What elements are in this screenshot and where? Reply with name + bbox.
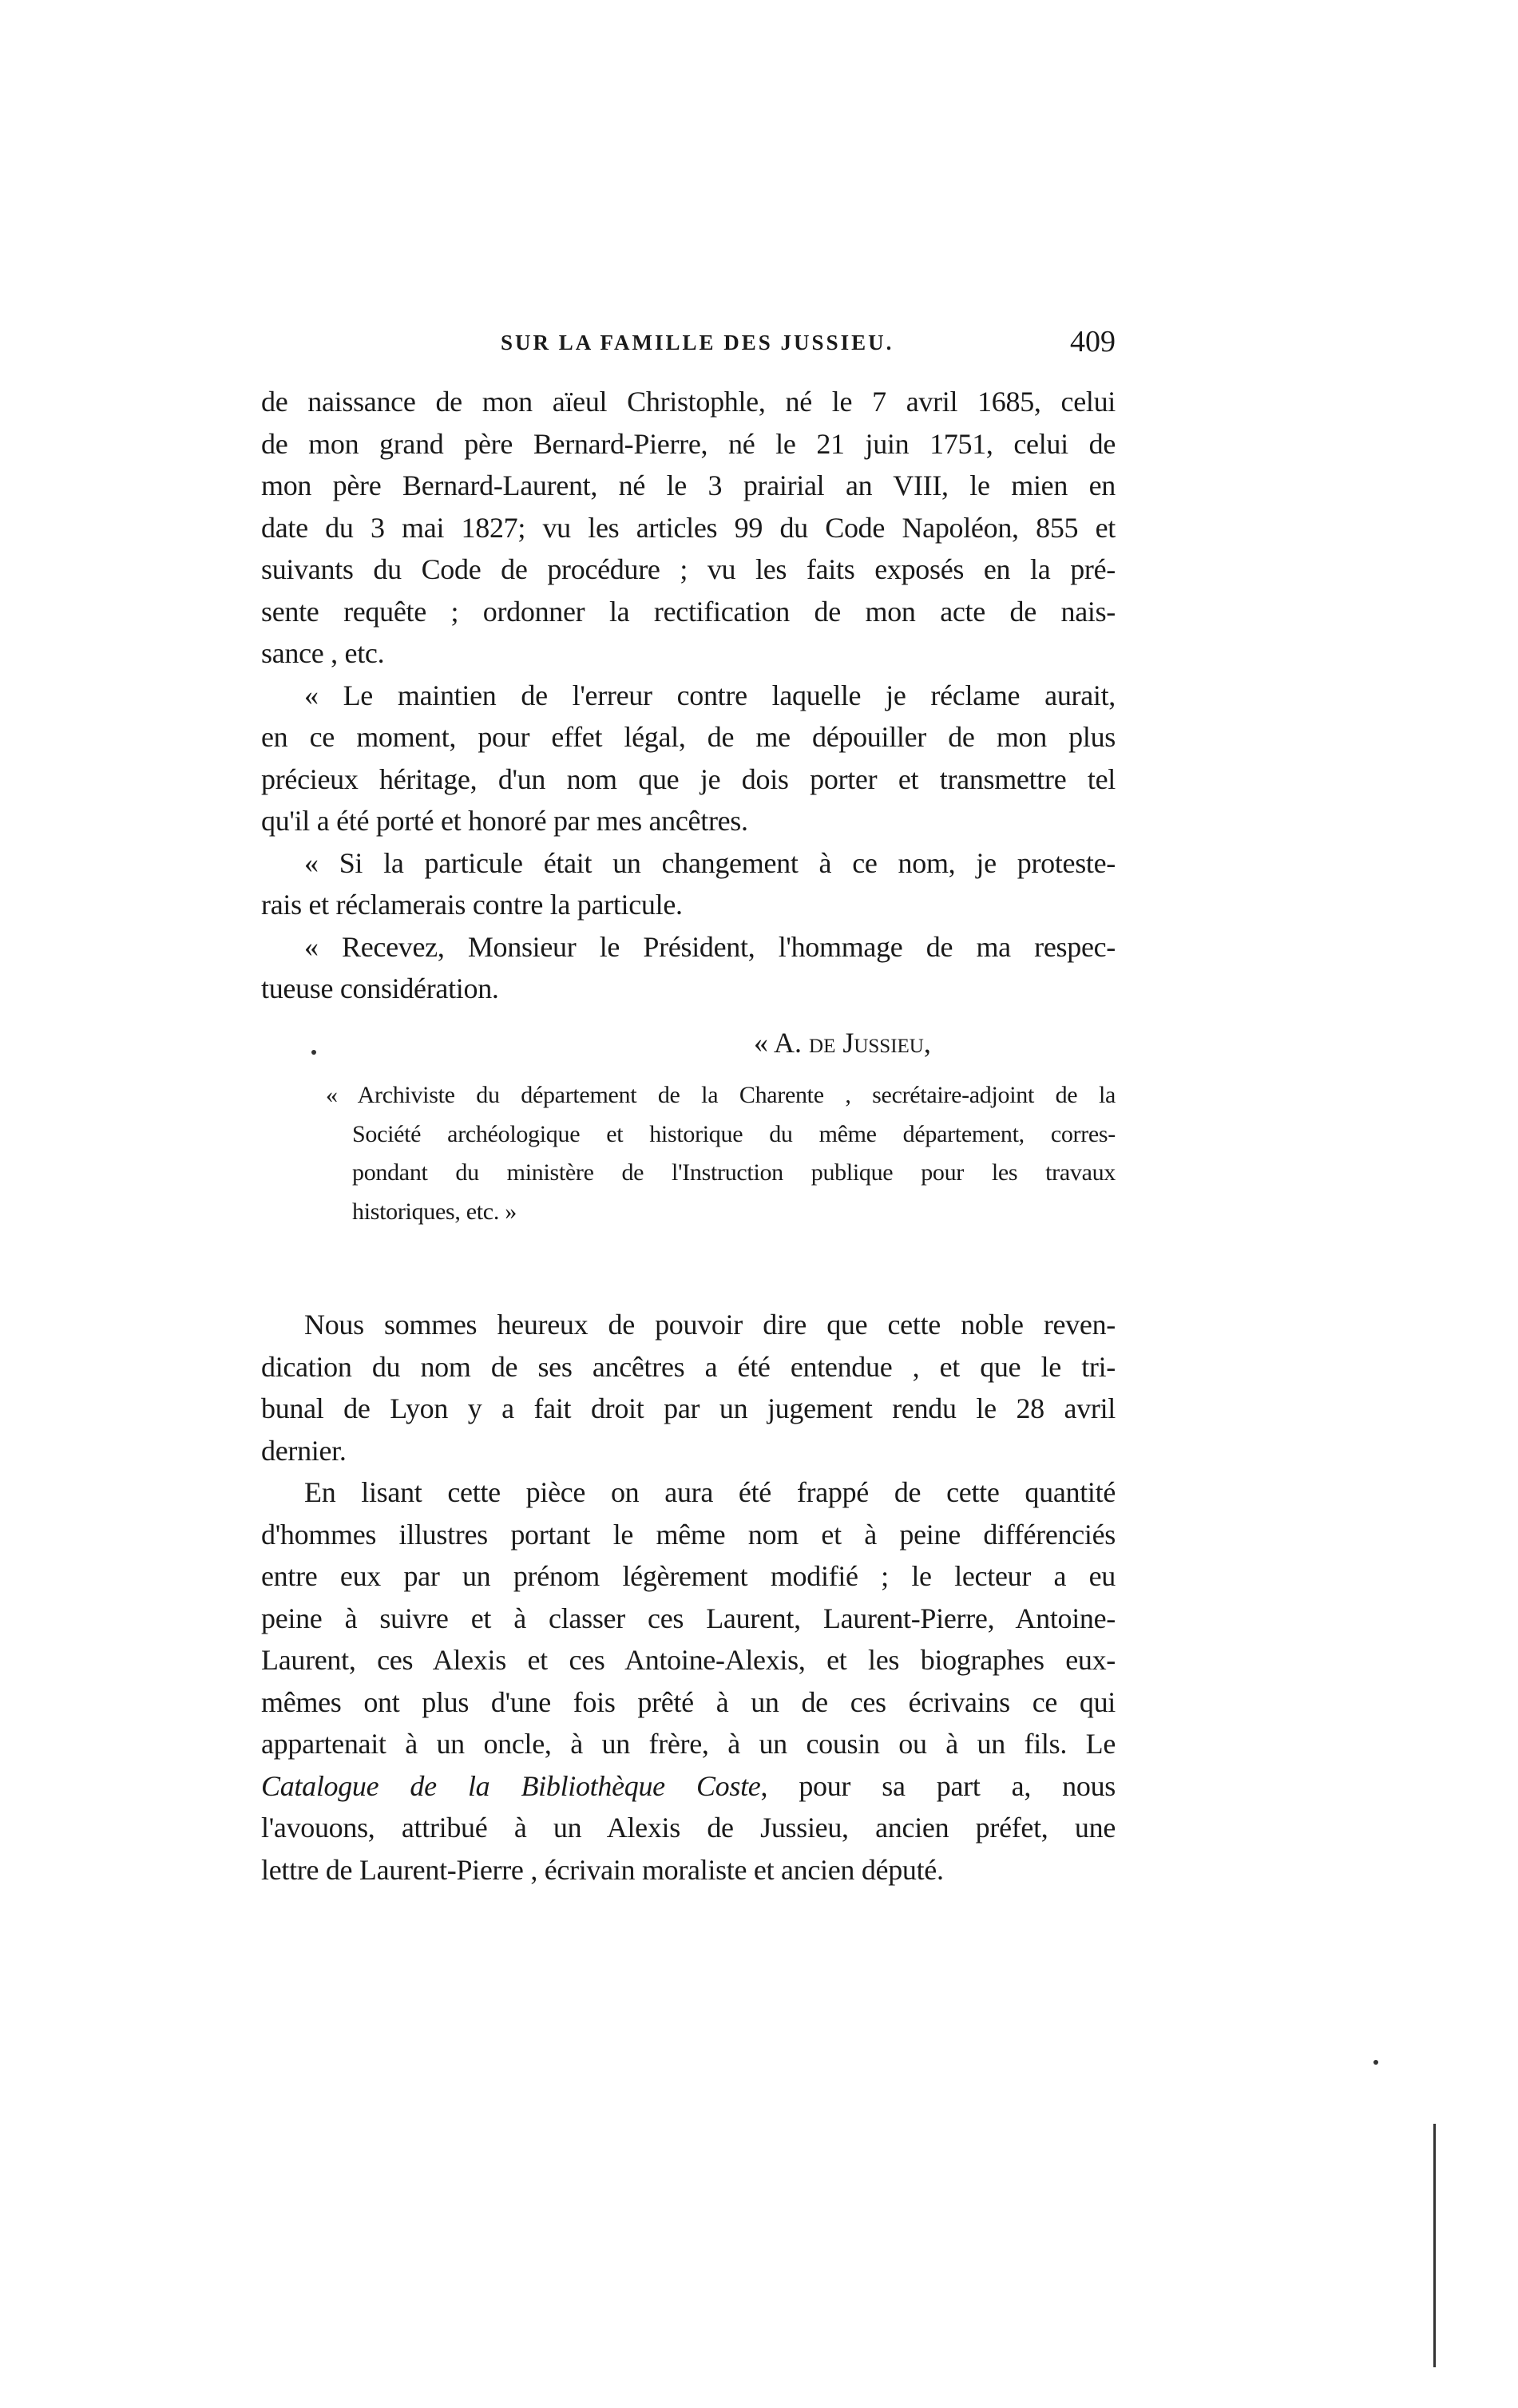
text-line: Laurent, ces Alexis et ces Antoine-Alexis, et les biographes eux- (261, 1644, 1116, 1676)
text-line: mon père Bernard-Laurent, né le 3 prairial an VIII, le mien en (261, 469, 1116, 501)
author-titles (326, 1076, 1116, 1231)
text-line: entre eux par un prénom légèrement modifié ; le lecteur a eu (261, 1560, 1116, 1592)
text-line: « Archiviste du département de la Charente , secrétaire-adjoint de la (326, 1082, 1116, 1108)
text-line: de naissance de mon aïeul Christophle, né le 7 avril 1685, celui (261, 386, 1116, 418)
italic-title: Catalogue de la Bibliothèque Coste (261, 1769, 761, 1802)
page-number: 409 (1070, 325, 1116, 358)
text-line: peine à suivre et à classer ces Laurent, Laurent-Pierre, Antoine- (261, 1602, 1116, 1634)
text-line: de mon grand père Bernard-Pierre, né le 21 juin 1751, celui de (261, 427, 1116, 460)
text-line: historiques, etc. » (352, 1198, 517, 1225)
text-line: « Le maintien de l'erreur contre laquelle je réclame aurait, (304, 679, 1116, 711)
running-head: SUR LA FAMILLE DES JUSSIEU. (501, 331, 894, 354)
signature (754, 1026, 931, 1059)
commentary-body (261, 1304, 1116, 1891)
text-fragment: , pour sa part a, nous (760, 1769, 1116, 1802)
text-line: En lisant cette pièce on aura été frappé de cette quantité (304, 1476, 1116, 1508)
text-line: Nous sommes heureux de pouvoir dire que cette noble reven- (304, 1309, 1116, 1341)
text-line: dication du nom de ses ancêtres a été entendue , et que le tri- (261, 1350, 1116, 1383)
scan-speck (1373, 2060, 1378, 2065)
text-line (261, 1765, 1116, 1808)
text-line: Société archéologique et historique du même département, corres- (352, 1120, 1116, 1147)
text-line: sente requête ; ordonner la rectification de mon acte de nais- (261, 595, 1116, 628)
text-line: d'hommes illustres portant le même nom et à peine différenciés (261, 1518, 1116, 1551)
text-line: précieux héritage, d'un nom que je dois porter et transmettre tel (261, 762, 1116, 795)
text-line: dernier. (261, 1434, 347, 1467)
text-line: suivants du Code de procédure ; vu les faits exposés en la pré- (261, 553, 1116, 585)
signature-prefix: « A. (754, 1027, 803, 1059)
text-line: « Recevez, Monsieur le Président, l'hommage de ma respec- (304, 930, 1116, 963)
text-line: lettre de Laurent-Pierre , écrivain moraliste et ancien député. (261, 1853, 944, 1886)
text-line: mêmes ont plus d'une fois prêté à un de ces écrivains ce qui (261, 1685, 1116, 1718)
signature-name: de Jussieu, (809, 1027, 931, 1059)
text-line: tueuse considération. (261, 972, 499, 1004)
text-line: en ce moment, pour effet légal, de me dépouiller de mon plus (261, 721, 1116, 753)
text-line: qu'il a été porté et honoré par mes ancêtres. (261, 805, 748, 837)
scan-speck (311, 1050, 316, 1055)
letter-body (261, 381, 1116, 1010)
text-line: date du 3 mai 1827; vu les articles 99 du Code Napoléon, 855 et (261, 511, 1116, 544)
text-line: l'avouons, attribué à un Alexis de Jussieu, ancien préfet, une (261, 1812, 1116, 1844)
text-line: bunal de Lyon y a fait droit par un jugement rendu le 28 avril (261, 1392, 1116, 1424)
text-line: « Si la particule était un changement à ce nom, je proteste- (304, 846, 1116, 879)
scan-edge-mark (1433, 2124, 1436, 2367)
text-line: rais et réclamerais contre la particule. (261, 889, 683, 921)
text-line: sance , etc. (261, 637, 385, 669)
text-line: appartenait à un oncle, à un frère, à un cousin ou à un fils. Le (261, 1728, 1116, 1760)
text-line: pondant du ministère de l'Instruction publique pour les travaux (352, 1159, 1116, 1186)
